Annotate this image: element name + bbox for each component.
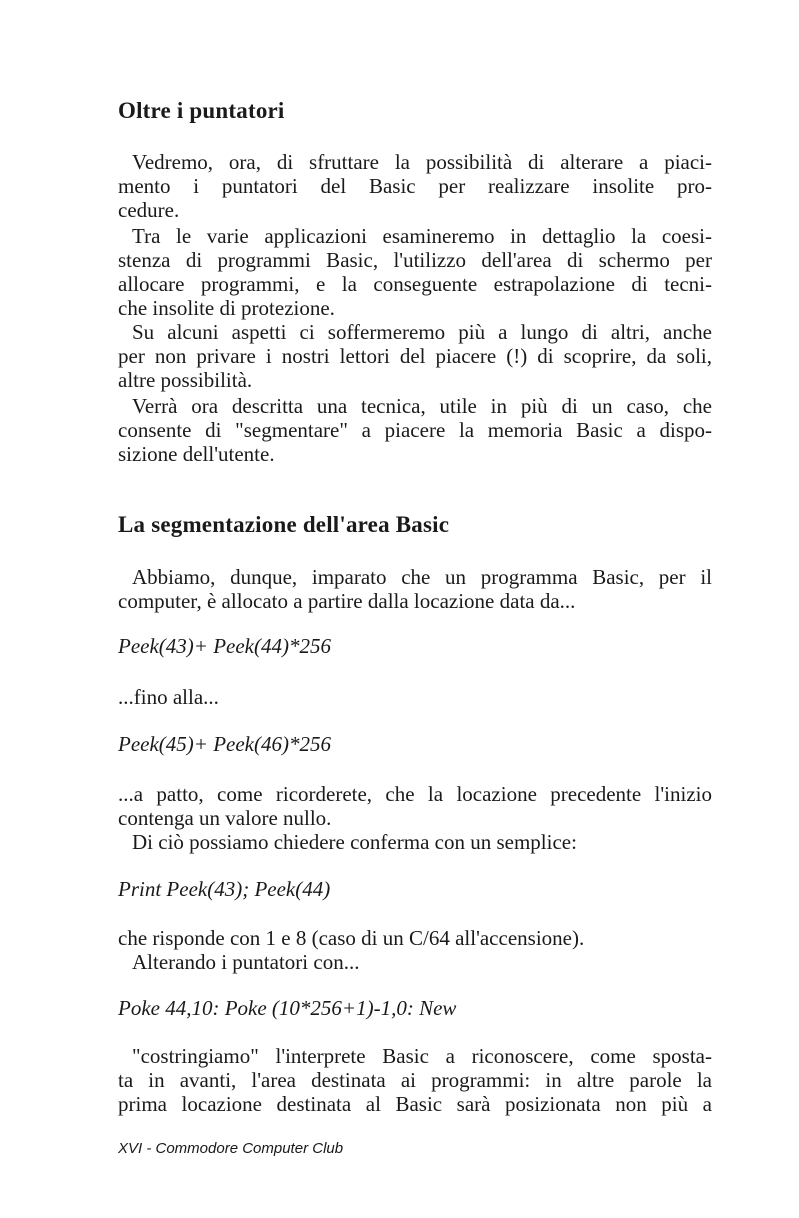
text-line: Su alcuni aspetti ci soffermeremo più a lungo di altri, anche (132, 320, 712, 344)
page-footer: XVI - Commodore Computer Club (118, 1140, 344, 1157)
text-line: ...fino alla... (118, 685, 219, 709)
text-line: consente di "segmentare" a piacere la memoria Basic a dispo- (118, 418, 712, 442)
text-line: Verrà ora descritta una tecnica, utile in più di un caso, che (132, 394, 712, 418)
code-snippet: Print Peek(43); Peek(44) (118, 877, 331, 901)
text-line: ...a patto, come ricorderete, che la locazione precedente l'inizio (118, 782, 712, 806)
text-line: Di ciò possiamo chiedere conferma con un semplice: (132, 830, 577, 854)
text-line: "costringiamo" l'interprete Basic a riconoscere, come sposta- (132, 1044, 712, 1068)
text-line: che risponde con 1 e 8 (caso di un C/64 all'accensione). (118, 926, 585, 950)
text-line: Vedremo, ora, di sfruttare la possibilità di alterare a piaci- (132, 150, 712, 174)
text-line: stenza di programmi Basic, l'utilizzo dell'area di schermo per (118, 248, 712, 272)
paragraph (118, 394, 712, 466)
text-line: cedure. (118, 198, 180, 222)
text-line: altre possibilità. (118, 368, 253, 392)
code-snippet: Peek(45)+ Peek(46)*256 (118, 732, 331, 756)
text-line: computer, è allocato a partire dalla locazione data da... (118, 589, 576, 613)
code-snippet: Peek(43)+ Peek(44)*256 (118, 634, 331, 658)
text-line: Alterando i puntatori con... (132, 950, 360, 974)
paragraph (118, 830, 712, 854)
paragraph (118, 926, 712, 950)
text-line: Tra le varie applicazioni esamineremo in dettaglio la coesi- (132, 224, 712, 248)
code-snippet: Poke 44,10: Poke (10*256+1)-1,0: New (118, 996, 457, 1020)
text-line: contenga un valore nullo. (118, 806, 332, 830)
paragraph (118, 1044, 712, 1116)
section-heading-oltre-puntatori: Oltre i puntatori (118, 98, 285, 123)
section-heading-segmentazione: La segmentazione dell'area Basic (118, 512, 450, 537)
text-line: Abbiamo, dunque, imparato che un programma Basic, per il (132, 565, 712, 589)
text-line: ta in avanti, l'area destinata ai programmi: in altre parole la (118, 1068, 712, 1092)
paragraph (118, 320, 712, 392)
text-line: prima locazione destinata al Basic sarà posizionata non più a (118, 1092, 712, 1116)
paragraph (118, 565, 712, 613)
text-line: per non privare i nostri lettori del piacere (!) di scoprire, da soli, (118, 344, 712, 368)
text-line: mento i puntatori del Basic per realizzare insolite pro- (118, 174, 712, 198)
paragraph (118, 782, 712, 830)
text-line: che insolite di protezione. (118, 296, 335, 320)
text-line: allocare programmi, e la conseguente estrapolazione di tecni- (118, 272, 712, 296)
paragraph (118, 950, 712, 974)
paragraph (118, 224, 712, 320)
paragraph (118, 150, 712, 222)
text-line: sizione dell'utente. (118, 442, 275, 466)
document-page (118, 0, 713, 1218)
